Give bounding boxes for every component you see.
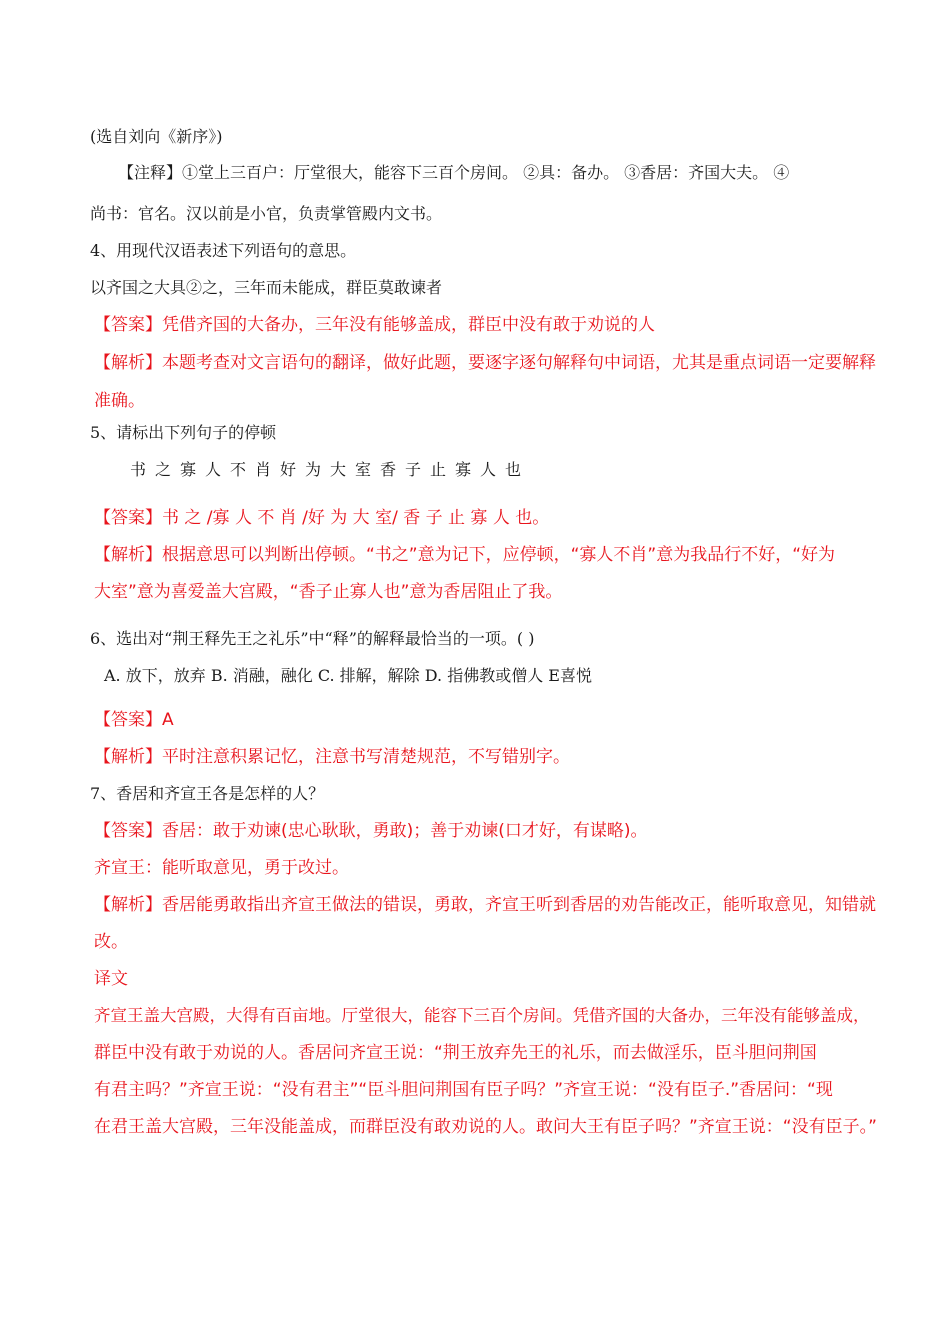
q6-answer: 【答案】A bbox=[94, 710, 174, 730]
q7-answer-line-1: 【答案】香居：敢于劝谏(忠心耿耿，勇敢)；善于劝谏(口才好，有谋略)。 bbox=[94, 821, 648, 841]
q7-question: 7、香居和齐宣王各是怎样的人？ bbox=[90, 784, 325, 803]
q5-answer: 【答案】书 之 /寡 人 不 肖 /好 为 大 室/ 香 子 止 寡 人 也。 bbox=[94, 508, 550, 528]
notes-line-1: 【注释】①堂上三百户：厅堂很大，能容下三百个房间。 ②具：备办。 ③香居：齐国大夫。 ④ bbox=[118, 163, 790, 182]
q6-question: 6、选出对“荆王释先王之礼乐”中“释”的解释最恰当的一项。( ) bbox=[90, 629, 535, 648]
q4-question: 4、用现代汉语表述下列语句的意思。 bbox=[90, 241, 357, 260]
notes-line-2: 尚书：官名。汉以前是小官，负责掌管殿内文书。 bbox=[90, 204, 443, 223]
q4-analysis-line-2: 准确。 bbox=[94, 391, 145, 411]
q7-analysis-line-1: 【解析】香居能勇敢指出齐宣王做法的错误，勇敢，齐宣王听到香居的劝告能改正，能听取意见，知错就 bbox=[94, 895, 876, 915]
translation-line-1: 齐宣王盖大宫殿，大得有百亩地。厅堂很大，能容下三百个房间。凭借齐国的大备办，三年没有能够盖成， bbox=[94, 1006, 870, 1025]
q7-analysis-line-2: 改。 bbox=[94, 932, 128, 952]
q6-options: A. 放下，放弃 B. 消融，融化 C. 排解，解除 D. 指佛教或僧人 E喜悦 bbox=[104, 666, 592, 685]
translation-heading: 译文 bbox=[94, 969, 128, 989]
q4-sentence: 以齐国之大具②之，三年而未能成，群臣莫敢谏者 bbox=[90, 278, 443, 297]
q5-sentence: 书之寡人不肖好为大室香子止寡人也 bbox=[130, 460, 531, 479]
q4-analysis-line-1: 【解析】本题考查对文言语句的翻译，做好此题，要逐字逐句解释句中词语，尤其是重点词语一定要解释 bbox=[94, 353, 876, 373]
q5-question: 5、请标出下列句子的停顿 bbox=[90, 423, 277, 442]
source-line: (选自刘向《新序》) bbox=[90, 127, 223, 146]
q6-analysis: 【解析】平时注意积累记忆，注意书写清楚规范，不写错别字。 bbox=[94, 747, 570, 767]
translation-line-4: 在君王盖大宫殿，三年没能盖成，而群臣没有敢劝说的人。敢问大王有臣子吗？”齐宣王说：“没有臣子。” bbox=[94, 1117, 877, 1137]
q7-answer-line-2: 齐宣王：能听取意见，勇于改过。 bbox=[94, 858, 349, 878]
q5-analysis-line-1: 【解析】根据意思可以判断出停顿。“书之”意为记下，应停顿，“寡人不肖”意为我品行不好，“好为 bbox=[94, 545, 836, 565]
q5-analysis-line-2: 大室”意为喜爱盖大宫殿，“香子止寡人也”意为香居阻止了我。 bbox=[94, 582, 563, 602]
q4-answer: 【答案】凭借齐国的大备办，三年没有能够盖成，群臣中没有敢于劝说的人 bbox=[94, 315, 655, 335]
translation-line-2: 群臣中没有敢于劝说的人。香居问齐宣王说：“荆王放弃先王的礼乐，而去做淫乐，臣斗胆问荆国 bbox=[94, 1043, 817, 1063]
translation-line-3: 有君主吗？”齐宣王说：“没有君主”“臣斗胆问荆国有臣子吗？”齐宣王说：“没有臣子.”香居问：“现 bbox=[94, 1080, 833, 1100]
